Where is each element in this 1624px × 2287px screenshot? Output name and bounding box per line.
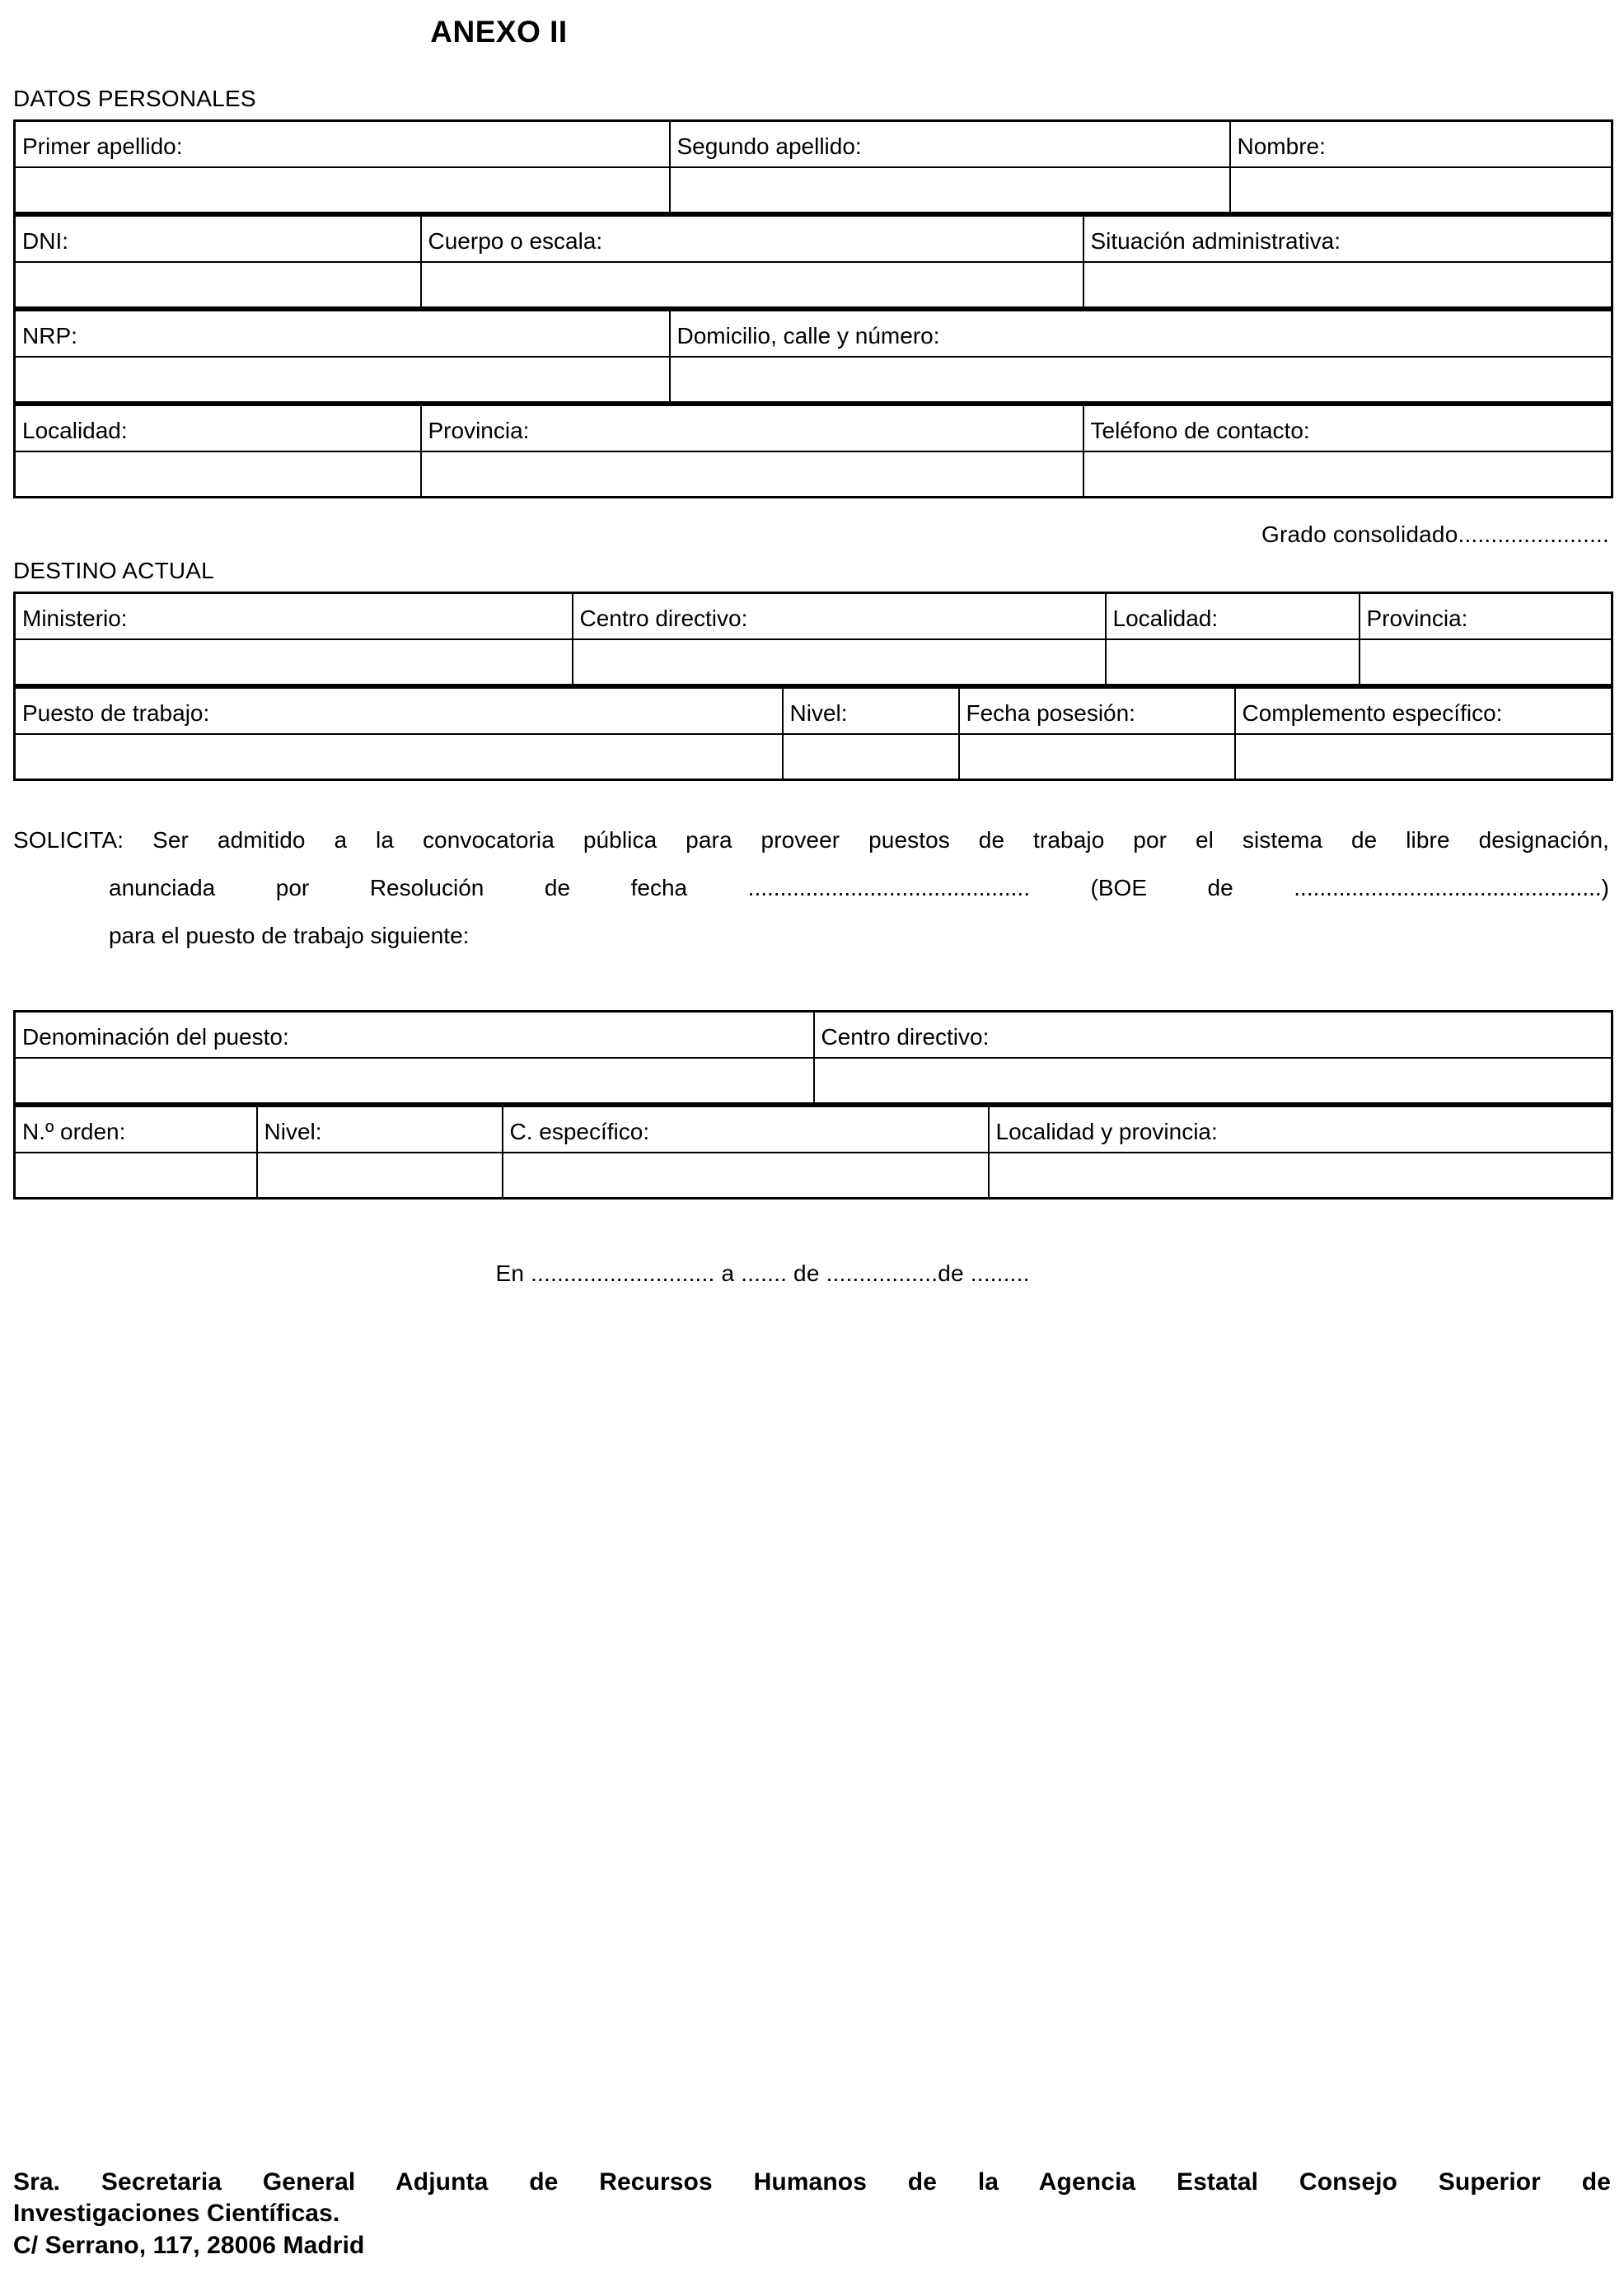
solicita-paragraph [13, 829, 1609, 947]
field-label-nivel-destino: Nivel: [783, 688, 959, 734]
field-label-dni: DNI: [15, 216, 421, 262]
field-input-complemento-especifico[interactable] [1235, 734, 1612, 780]
field-label-cuerpo-o-escala: Cuerpo o escala: [421, 216, 1083, 262]
footer-line-3: C/ Serrano, 117, 28006 Madrid [13, 2231, 365, 2259]
field-input-localidad-destino[interactable] [1106, 639, 1360, 685]
field-input-cuerpo-o-escala[interactable] [421, 262, 1083, 308]
table-row [15, 451, 1612, 498]
field-input-provincia[interactable] [421, 451, 1083, 498]
table-row [15, 262, 1612, 308]
field-label-nrp: NRP: [15, 311, 670, 357]
field-input-denominacion-del-puesto[interactable] [15, 1058, 814, 1104]
field-label-localidad-destino: Localidad: [1106, 593, 1360, 639]
footer-addressee [13, 2167, 1611, 2261]
solicita-line-2: anunciada por Resolución de fecha ............................................ (BOE de ................................................) [109, 875, 1609, 900]
table-destino-actual-puesto [13, 687, 1613, 782]
field-input-telefono-contacto[interactable] [1083, 451, 1612, 498]
field-label-localidad: Localidad: [15, 405, 421, 451]
solicita-line-1: SOLICITA: Ser admitido a la convocatoria pública para proveer puestos de trabajo por el sistema de libre designación, [13, 827, 1609, 853]
field-input-numero-orden[interactable] [15, 1153, 257, 1199]
field-label-complemento-especifico: Complemento específico: [1235, 688, 1612, 734]
field-input-situacion-administrativa[interactable] [1083, 262, 1612, 308]
solicita-line-3: para el puesto de trabajo siguiente: [109, 923, 470, 948]
field-label-telefono-contacto: Teléfono de contacto: [1083, 405, 1612, 451]
table-puesto-solicitado-denominacion [13, 1010, 1613, 1106]
field-label-centro-directivo-actual: Centro directivo: [573, 593, 1106, 639]
field-label-situacion-administrativa: Situación administrativa: [1083, 216, 1612, 262]
field-label-ministerio: Ministerio: [15, 593, 573, 639]
field-input-c-especifico[interactable] [503, 1153, 989, 1199]
table-row [15, 1106, 1612, 1153]
field-label-c-especifico: C. específico: [503, 1106, 989, 1153]
table-datos-identificacion [13, 215, 1613, 310]
section-heading-destino-actual: DESTINO ACTUAL [13, 558, 214, 583]
field-input-dni[interactable] [15, 262, 421, 308]
table-row [15, 734, 1612, 780]
page-title: ANEXO II [430, 15, 568, 49]
table-row [15, 405, 1612, 451]
field-input-primer-apellido[interactable] [15, 167, 670, 213]
field-label-primer-apellido: Primer apellido: [15, 121, 670, 167]
field-input-nivel-destino[interactable] [783, 734, 959, 780]
table-row [15, 593, 1612, 639]
field-label-domicilio: Domicilio, calle y número: [670, 311, 1612, 357]
table-row [15, 311, 1612, 357]
field-input-puesto-de-trabajo[interactable] [15, 734, 783, 780]
field-input-fecha-posesion[interactable] [959, 734, 1235, 780]
field-label-nivel-solicitado: Nivel: [257, 1106, 503, 1153]
field-label-numero-orden: N.º orden: [15, 1106, 257, 1153]
field-label-segundo-apellido: Segundo apellido: [670, 121, 1230, 167]
field-label-fecha-posesion: Fecha posesión: [959, 688, 1235, 734]
section-heading-datos-personales: DATOS PERSONALES [13, 86, 256, 111]
table-row [15, 167, 1612, 213]
footer-line-2: Investigaciones Científicas. [13, 2200, 340, 2228]
table-datos-personales [13, 119, 1613, 215]
place-and-date-line: En ............................ a ....... de .................de ......... [495, 1260, 1030, 1286]
table-row [15, 688, 1612, 734]
field-input-nrp[interactable] [15, 357, 670, 403]
field-input-localidad-y-provincia[interactable] [989, 1153, 1612, 1199]
field-label-denominacion-del-puesto: Denominación del puesto: [15, 1012, 814, 1058]
field-input-provincia-destino[interactable] [1360, 639, 1612, 685]
field-input-centro-directivo-actual[interactable] [573, 639, 1106, 685]
field-input-segundo-apellido[interactable] [670, 167, 1230, 213]
field-label-centro-directivo-solicitado: Centro directivo: [814, 1012, 1612, 1058]
field-input-nivel-solicitado[interactable] [257, 1153, 503, 1199]
field-label-nombre: Nombre: [1230, 121, 1612, 167]
field-label-provincia: Provincia: [421, 405, 1083, 451]
table-row [15, 1153, 1612, 1199]
table-puesto-solicitado-detalle [13, 1106, 1613, 1200]
grado-consolidado-line: Grado consolidado....................... [1261, 521, 1609, 547]
field-input-centro-directivo-solicitado[interactable] [814, 1058, 1612, 1104]
table-row [15, 357, 1612, 403]
table-row [15, 1058, 1612, 1104]
table-row [15, 1012, 1612, 1058]
table-row [15, 216, 1612, 262]
field-input-ministerio[interactable] [15, 639, 573, 685]
field-input-nombre[interactable] [1230, 167, 1612, 213]
table-datos-domicilio [13, 310, 1613, 405]
field-input-localidad[interactable] [15, 451, 421, 498]
table-datos-localidad [13, 405, 1613, 499]
table-row [15, 639, 1612, 685]
footer-line-1: Sra. Secretaria General Adjunta de Recursos Humanos de la Agencia Estatal Consejo Superior de [13, 2168, 1611, 2196]
field-label-localidad-y-provincia: Localidad y provincia: [989, 1106, 1612, 1153]
table-destino-actual-organismo [13, 592, 1613, 687]
field-input-domicilio[interactable] [670, 357, 1612, 403]
table-row [15, 121, 1612, 167]
field-label-puesto-de-trabajo: Puesto de trabajo: [15, 688, 783, 734]
field-label-provincia-destino: Provincia: [1360, 593, 1612, 639]
